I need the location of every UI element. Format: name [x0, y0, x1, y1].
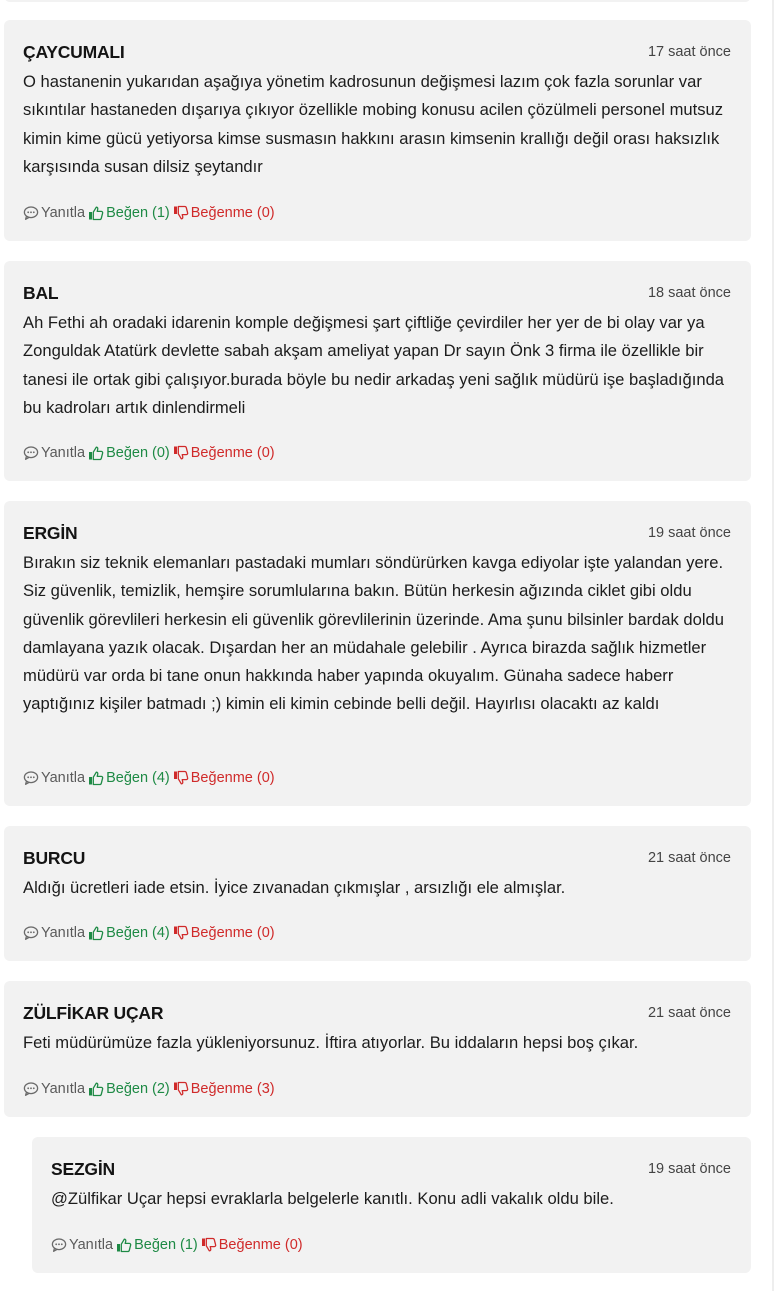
comment-card: [4, 20, 751, 241]
comment-actions: [23, 925, 275, 941]
reply-button[interactable]: [51, 1237, 113, 1253]
like-label: Beğen (0): [106, 445, 170, 461]
comment-card: [4, 826, 751, 961]
comment-card: [4, 501, 751, 806]
dislike-label: Beğenme (0): [190, 445, 275, 461]
thumbs-up-icon: [88, 925, 104, 941]
comment-card: [4, 261, 751, 481]
dislike-label: Beğenme (0): [190, 770, 275, 786]
reply-label: Yanıtla: [41, 205, 86, 221]
comment-time: 19 saat önce: [647, 1161, 731, 1177]
reply-button[interactable]: [23, 925, 85, 941]
speech-bubble-icon: [51, 1237, 67, 1253]
like-label: Beğen (1): [134, 1237, 198, 1253]
comment-header: [51, 1157, 731, 1181]
like-button[interactable]: [116, 1237, 198, 1253]
dislike-label: Beğenme (0): [218, 1237, 303, 1253]
thumbs-down-icon: [201, 1237, 217, 1253]
speech-bubble-icon: [23, 205, 39, 221]
comment-text: @Zülfikar Uçar hepsi evraklarla belgelerle kanıtlı. Konu adli vakalık oldu bile.: [51, 1189, 614, 1208]
comment-text: Aldığı ücretleri iade etsin. İyice zıvanadan çıkmışlar , arsızlığı ele almışlar.: [23, 878, 566, 897]
speech-bubble-icon: [23, 445, 39, 461]
thumbs-down-icon: [173, 770, 189, 786]
dislike-label: Beğenme (0): [190, 205, 275, 221]
thumbs-down-icon: [173, 205, 189, 221]
comment-header: [23, 1001, 731, 1025]
like-label: Beğen (4): [106, 925, 170, 941]
comment-actions: [23, 445, 275, 461]
like-button[interactable]: [88, 205, 170, 221]
comment-author: SEZGİN: [51, 1158, 115, 1179]
reply-button[interactable]: [23, 205, 85, 221]
comment-author: ERGİN: [23, 522, 78, 543]
dislike-label: Beğenme (0): [190, 925, 275, 941]
dislike-button[interactable]: [173, 1081, 275, 1097]
reply-comment-card: [32, 1137, 751, 1273]
reply-label: Yanıtla: [41, 925, 86, 941]
speech-bubble-icon: [23, 925, 39, 941]
thumbs-down-icon: [173, 925, 189, 941]
reply-label: Yanıtla: [41, 445, 86, 461]
comment-time: 19 saat önce: [647, 525, 731, 541]
dislike-label: Beğenme (3): [190, 1081, 275, 1097]
reply-label: Yanıtla: [41, 770, 86, 786]
like-label: Beğen (4): [106, 770, 170, 786]
like-label: Beğen (1): [106, 205, 170, 221]
comment-author: ÇAYCUMALI: [23, 41, 125, 62]
like-button[interactable]: [88, 770, 170, 786]
like-button[interactable]: [88, 445, 170, 461]
like-button[interactable]: [88, 1081, 170, 1097]
comment-text: Bırakın siz teknik elemanları pastadaki mumları söndürürken kavga ediyolar işte yalandan yere. Siz güvenlik, temizlik, hemşire sorumlularına bakın. Bütün herkesin ağızında ciklet gibi oldu güvenlik görevlileri herkesin eli güvenlik görevlilerinin üzerinde. Ama şunu bilsinler bardak doldu damlayana yazık olacak. Dışardan her an müdahale gelebilir . Ayrıca birazda sağlık hizmetler müdürü var orda bi tane onun hakkında haber yapında okuyalım. Günaha sadece haberr yaptığınız kişiler batmadı ;) kimin eli kimin cebinde belli değil. Hayırlısı olacaktı az kaldı: [23, 553, 725, 714]
reply-button[interactable]: [23, 445, 85, 461]
comment-card: [4, 981, 751, 1117]
comment-time: 17 saat önce: [647, 44, 731, 60]
comment-text: O hastanenin yukarıdan aşağıya yönetim kadrosunun değişmesi lazım çok fazla sorunlar var sıkıntılar hastaneden dışarıya çıkıyor özellikle mobing konusu acilen çözülmeli personel mutsuz kimin kime gücü yetiyorsa kimse susmasın hakkını arasın kimsenin krallığı değil orası haksızlık karşısında susan dilsiz şeytandır: [23, 72, 724, 176]
comment-time: 21 saat önce: [647, 1005, 731, 1021]
comment-author: BURCU: [23, 847, 86, 868]
comment-author: ZÜLFİKAR UÇAR: [23, 1002, 164, 1023]
reply-label: Yanıtla: [41, 1081, 86, 1097]
thumbs-up-icon: [88, 1081, 104, 1097]
thumbs-up-icon: [88, 205, 104, 221]
reply-label: Yanıtla: [69, 1237, 114, 1253]
comment-time: 18 saat önce: [647, 285, 731, 301]
dislike-button[interactable]: [173, 205, 275, 221]
dislike-button[interactable]: [173, 770, 275, 786]
comment-actions: [23, 205, 275, 221]
thumbs-up-icon: [116, 1237, 132, 1253]
thumbs-down-icon: [173, 445, 189, 461]
comment-header: [23, 40, 731, 64]
reply-button[interactable]: [23, 1081, 85, 1097]
comment-header: [23, 846, 731, 870]
comment-header: [23, 521, 731, 545]
reply-button[interactable]: [23, 770, 85, 786]
comment-actions: [51, 1237, 303, 1253]
comment-header: [23, 281, 731, 305]
like-button[interactable]: [88, 925, 170, 941]
previous-comment-card-edge: [4, 0, 751, 2]
dislike-button[interactable]: [173, 445, 275, 461]
comment-text: Feti müdürümüze fazla yükleniyorsunuz. İftira atıyorlar. Bu iddaların hepsi boş çıkar.: [23, 1033, 639, 1052]
comment-actions: [23, 770, 275, 786]
comment-text: Ah Fethi ah oradaki idarenin komple değişmesi şart çiftliğe çevirdiler her yer de bi olay var ya Zonguldak Atatürk devlette sabah akşam ameliyat yapan Dr sayın Önk 3 firma ile özellikle bir tanesi ile ortak gibi çalışıyor.burada böyle bu nedir arkadaş yeni sağlık müdürü işe başladığında bu kadroları artık dinlendirmeli: [23, 313, 725, 417]
thumbs-up-icon: [88, 445, 104, 461]
speech-bubble-icon: [23, 1081, 39, 1097]
comment-time: 21 saat önce: [647, 850, 731, 866]
thumbs-up-icon: [88, 770, 104, 786]
comment-actions: [23, 1081, 275, 1097]
dislike-button[interactable]: [173, 925, 275, 941]
comment-author: BAL: [23, 282, 59, 303]
speech-bubble-icon: [23, 770, 39, 786]
thumbs-down-icon: [173, 1081, 189, 1097]
like-label: Beğen (2): [106, 1081, 170, 1097]
dislike-button[interactable]: [201, 1237, 303, 1253]
